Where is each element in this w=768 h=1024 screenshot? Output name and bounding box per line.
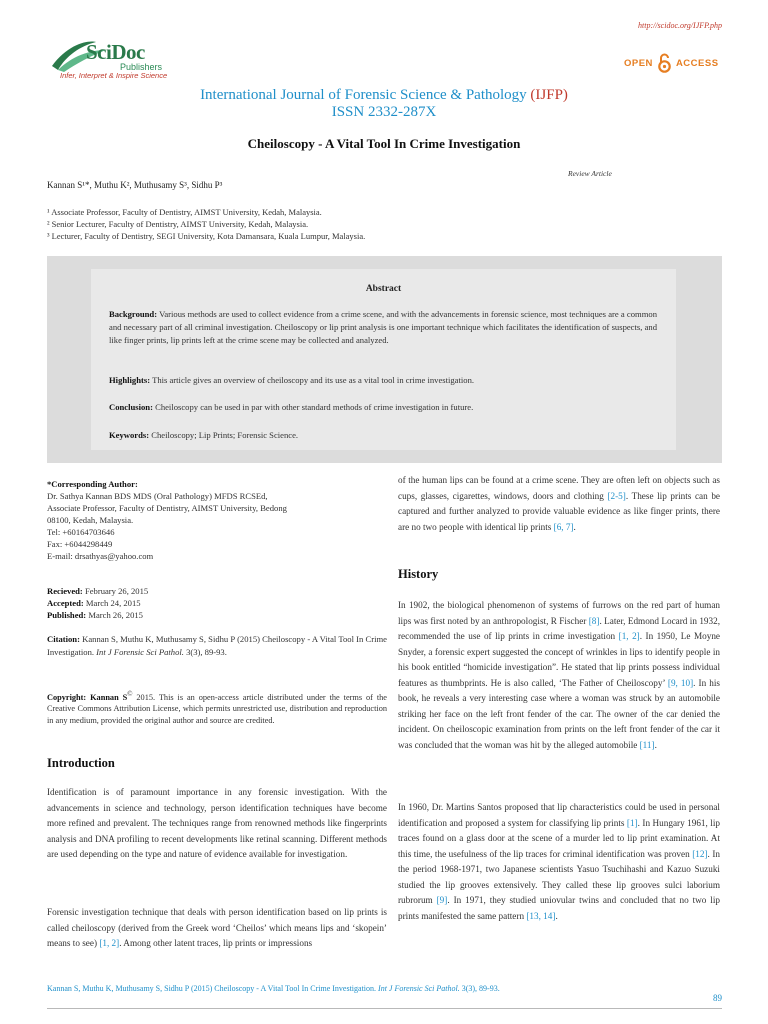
history-p2-c: . In the period 1968-1971, two Japanese scientists Yasuo Tsuchihashi and Kazuo Suzuki studied the lip grooves extensively. They called these lip grooves sulci laborium rubrorum <box>398 848 720 905</box>
journal-title <box>0 87 768 121</box>
right-top-text-b: . These lip prints can be captured and further analyzed to provide valuable evidence as like finger prints, there are no two people with identical lip prints <box>398 490 720 532</box>
citation-journal: Int J Forensic Sci Pathol. <box>96 646 184 657</box>
citation-rest: 3(3), 89-93. <box>183 646 227 657</box>
affiliation-1: ¹ Associate Professor, Faculty of Dentistry, AIMST University, Kedah, Malaysia. <box>47 207 322 217</box>
affiliation-3: ³ Lecturer, Faculty of Dentistry, SEGI University, Kota Damansara, Kuala Lumpur, Malaysia. <box>47 231 366 241</box>
background-label: Background: <box>109 309 158 319</box>
highlights-text: This article gives an overview of cheiloscopy and its use as a vital tool in crime investigation. <box>150 375 475 385</box>
history-p2-citation-4[interactable]: [13, 14] <box>526 910 556 921</box>
affiliations <box>47 206 365 242</box>
history-p1-citation-3[interactable]: [9, 10] <box>667 677 694 688</box>
history-paragraph-1 <box>398 598 720 753</box>
right-top-citation-2[interactable]: [6, 7] <box>553 521 574 532</box>
copyright-text: 2015. This is an open-access article distributed under the terms of the Creative Commons Attribution License, which permits unrestricted use, distribution and reproduction in any medium, provided the original author and source are credited. <box>47 692 387 725</box>
published-date <box>47 609 387 621</box>
history-p1-citation-1[interactable]: [8] <box>588 615 600 626</box>
corresponding-author-label: *Corresponding Author: <box>47 479 138 489</box>
publisher-logo-text: SciDoc <box>86 40 145 64</box>
history-p2-citation-3[interactable]: [9] <box>436 895 448 905</box>
abstract-box <box>91 269 676 450</box>
footer-citation <box>47 984 500 993</box>
open-access-badge <box>624 53 719 73</box>
publisher-logo-subtitle: Publishers <box>120 62 163 72</box>
published-value: March 26, 2015 <box>86 610 143 620</box>
corr-tel: Tel: +60164703646 <box>47 527 115 537</box>
journal-name: International Journal of Forensic Science & Pathology <box>200 87 527 103</box>
article-type: Review Article <box>568 169 612 178</box>
history-p2-e: . <box>555 910 558 921</box>
introduction-heading: Introduction <box>47 756 115 770</box>
right-top-text-a: of the human lips can be found at a crime scene. They are often left on objects such as cups, glasses, cigarettes, windows, doors and clothing <box>398 475 720 501</box>
history-heading: History <box>398 567 439 581</box>
right-continuation-paragraph <box>398 473 720 535</box>
journal-abbr: (IJFP) <box>530 87 568 103</box>
history-p2-citation-2[interactable]: [12] <box>692 848 708 859</box>
history-p1-a: In 1902, the biological phenomenon of systems of furrows on the red part of human lips was first noted by an anthropologist, R Fischer <box>398 600 720 626</box>
abstract-conclusion <box>109 401 657 414</box>
history-p2-b: . In Hungary 1961, lip traces found on a glass door at the scene of a murder led to lip print examination. At this time, the usefulness of the lip traces for criminal identification was proven <box>398 817 720 859</box>
article-dates <box>47 585 387 621</box>
highlights-label: Highlights: <box>109 375 151 385</box>
copyright <box>47 689 387 726</box>
corr-line-2: Associate Professor, Faculty of Dentistry, AIMST University, Bedong <box>47 503 287 513</box>
keywords-label: Keywords: <box>109 430 150 440</box>
intro-p2-text-b: . Among other latent traces, lip prints or impressions <box>119 938 313 948</box>
copyright-symbol: © <box>127 691 133 698</box>
accepted-value: March 24, 2015 <box>83 598 141 608</box>
corr-fax: Fax: +6044298449 <box>47 539 113 549</box>
conclusion-label: Conclusion: <box>109 402 153 412</box>
history-p1-citation-4[interactable]: [11] <box>639 739 655 750</box>
history-p1-d: . In 1950, Le Moyne Snyder, a forensic expert suggested the concept of wrinkles in lips to identify people in his book entitled “homicide investigation”. He stated that lip prints possess individual features as thumbprints. He is also called, ‘The Father of Cheiloscopy’ <box>398 631 720 688</box>
received-label: Recieved: <box>47 586 83 596</box>
received-date <box>47 585 387 597</box>
introduction-paragraph-2 <box>47 905 387 952</box>
copyright-label: Copyright: Kannan S <box>47 692 128 702</box>
corr-line-3: 08100, Kedah, Malaysia. <box>47 515 134 525</box>
history-p2-citation-1[interactable]: [1] <box>626 817 638 828</box>
right-top-citation-1[interactable]: [2-5] <box>607 490 626 501</box>
corr-line-1: Dr. Sathya Kannan BDS MDS (Oral Pathology) MFDS RCSEd, <box>47 491 268 501</box>
citation-text: Kannan S, Muthu K, Muthusamy S, Sidhu P (2015) Cheiloscopy - A Vital Tool In Crime Investigation. <box>47 634 387 657</box>
corr-email[interactable]: E-mail: drsathyas@yahoo.com <box>47 551 154 561</box>
history-p1-citation-2[interactable]: [1, 2] <box>618 631 640 641</box>
abstract-background <box>109 308 657 347</box>
article-title: Cheiloscopy - A Vital Tool In Crime Investigation <box>247 136 521 151</box>
history-paragraph-2 <box>398 800 720 924</box>
open-label: OPEN <box>624 57 653 69</box>
accepted-label: Accepted: <box>47 598 84 608</box>
footer-divider <box>47 1008 722 1009</box>
abstract-keywords <box>109 429 657 442</box>
published-label: Published: <box>47 610 87 620</box>
corresponding-author <box>47 478 387 562</box>
footer-text: Kannan S, Muthu K, Muthusamy S, Sidhu P (2015) Cheiloscopy - A Vital Tool In Crime Investigation. <box>47 984 379 993</box>
received-value: February 26, 2015 <box>82 586 149 596</box>
history-p2-d: . In 1971, they studied uniovular twins and concluded that no two lip prints manifested the same pattern <box>398 895 720 921</box>
footer-journal: Int J Forensic Sci Pathol. <box>378 984 460 993</box>
intro-p2-citation[interactable]: [1, 2] <box>99 938 120 948</box>
history-p2-a: In 1960, Dr. Martins Santos proposed that lip characteristics could be used in personal identification and proposed a system for classifying lip prints <box>398 802 720 828</box>
history-p1-b: . Later, Edmond Locard in 1932, recommended the use of lip prints in crime investigation <box>398 615 720 641</box>
right-top-text-c: . <box>573 521 576 532</box>
intro-p2-text-a: Forensic investigation technique that deals with person identification based on lip prints is called cheiloscopy (derived from the Greek word ‘Cheilos’ which means lips and ‘skopein’ means to see) <box>47 907 387 948</box>
conclusion-text: Cheiloscopy can be used in par with other standard methods of crime investigation in future. <box>152 402 474 412</box>
access-label: ACCESS <box>675 57 719 69</box>
introduction-paragraph-1: Identification is of paramount importance in any forensic investigation. With the advancements in science and technology, person identification techniques have become more refined and prevalent. The techniques range from renowned methods like fingerprints analysis and DNA profiling to recent developments like retinal scanning. Different methods are used depending on the type and nature of evidence available for investigation. <box>47 787 387 859</box>
abstract-highlights <box>109 374 657 387</box>
journal-issn: ISSN 2332-287X <box>331 104 437 120</box>
history-p1-e: . In his book, he reveals a very interesting case where a woman was struck by an automobile striking her face on the left front fender of the car. The owner of the car denied the incident. On cheiloscopic examination from prints on the left front fender of the car it was concluded that the woman was hit by the alleged automobile <box>398 677 720 750</box>
affiliation-2: ² Senior Lecturer, Faculty of Dentistry, AIMST University, Kedah, Malaysia. <box>47 219 309 229</box>
citation-label: Citation: <box>47 634 80 644</box>
footer-rest: 3(3), 89-93. <box>459 984 500 993</box>
history-p1-f: . <box>654 739 657 750</box>
author-list: Kannan S¹*, Muthu K², Muthusamy S³, Sidhu P³ <box>47 180 223 190</box>
page-number: 89 <box>713 993 722 1003</box>
publisher-tagline: Infer, Interpret & Inspire Science <box>60 71 168 80</box>
abstract-heading: Abstract <box>365 284 402 294</box>
open-access-lock-icon <box>657 53 672 73</box>
citation <box>47 633 387 658</box>
accepted-date <box>47 597 387 609</box>
background-text: Various methods are used to collect evidence from a crime scene, and with the advancements in forensic science, most techniques are a common and necessary part of all criminal investigation. Cheiloscopy or lip print analysis is one important technique which facilitates the identification of suspects, and like finger prints, lip prints left at the crime scene may be collected and analyzed. <box>109 309 657 345</box>
journal-url-link[interactable]: http://scidoc.org/IJFP.php <box>638 21 722 30</box>
keywords-text: Cheiloscopy; Lip Prints; Forensic Science. <box>149 430 299 440</box>
